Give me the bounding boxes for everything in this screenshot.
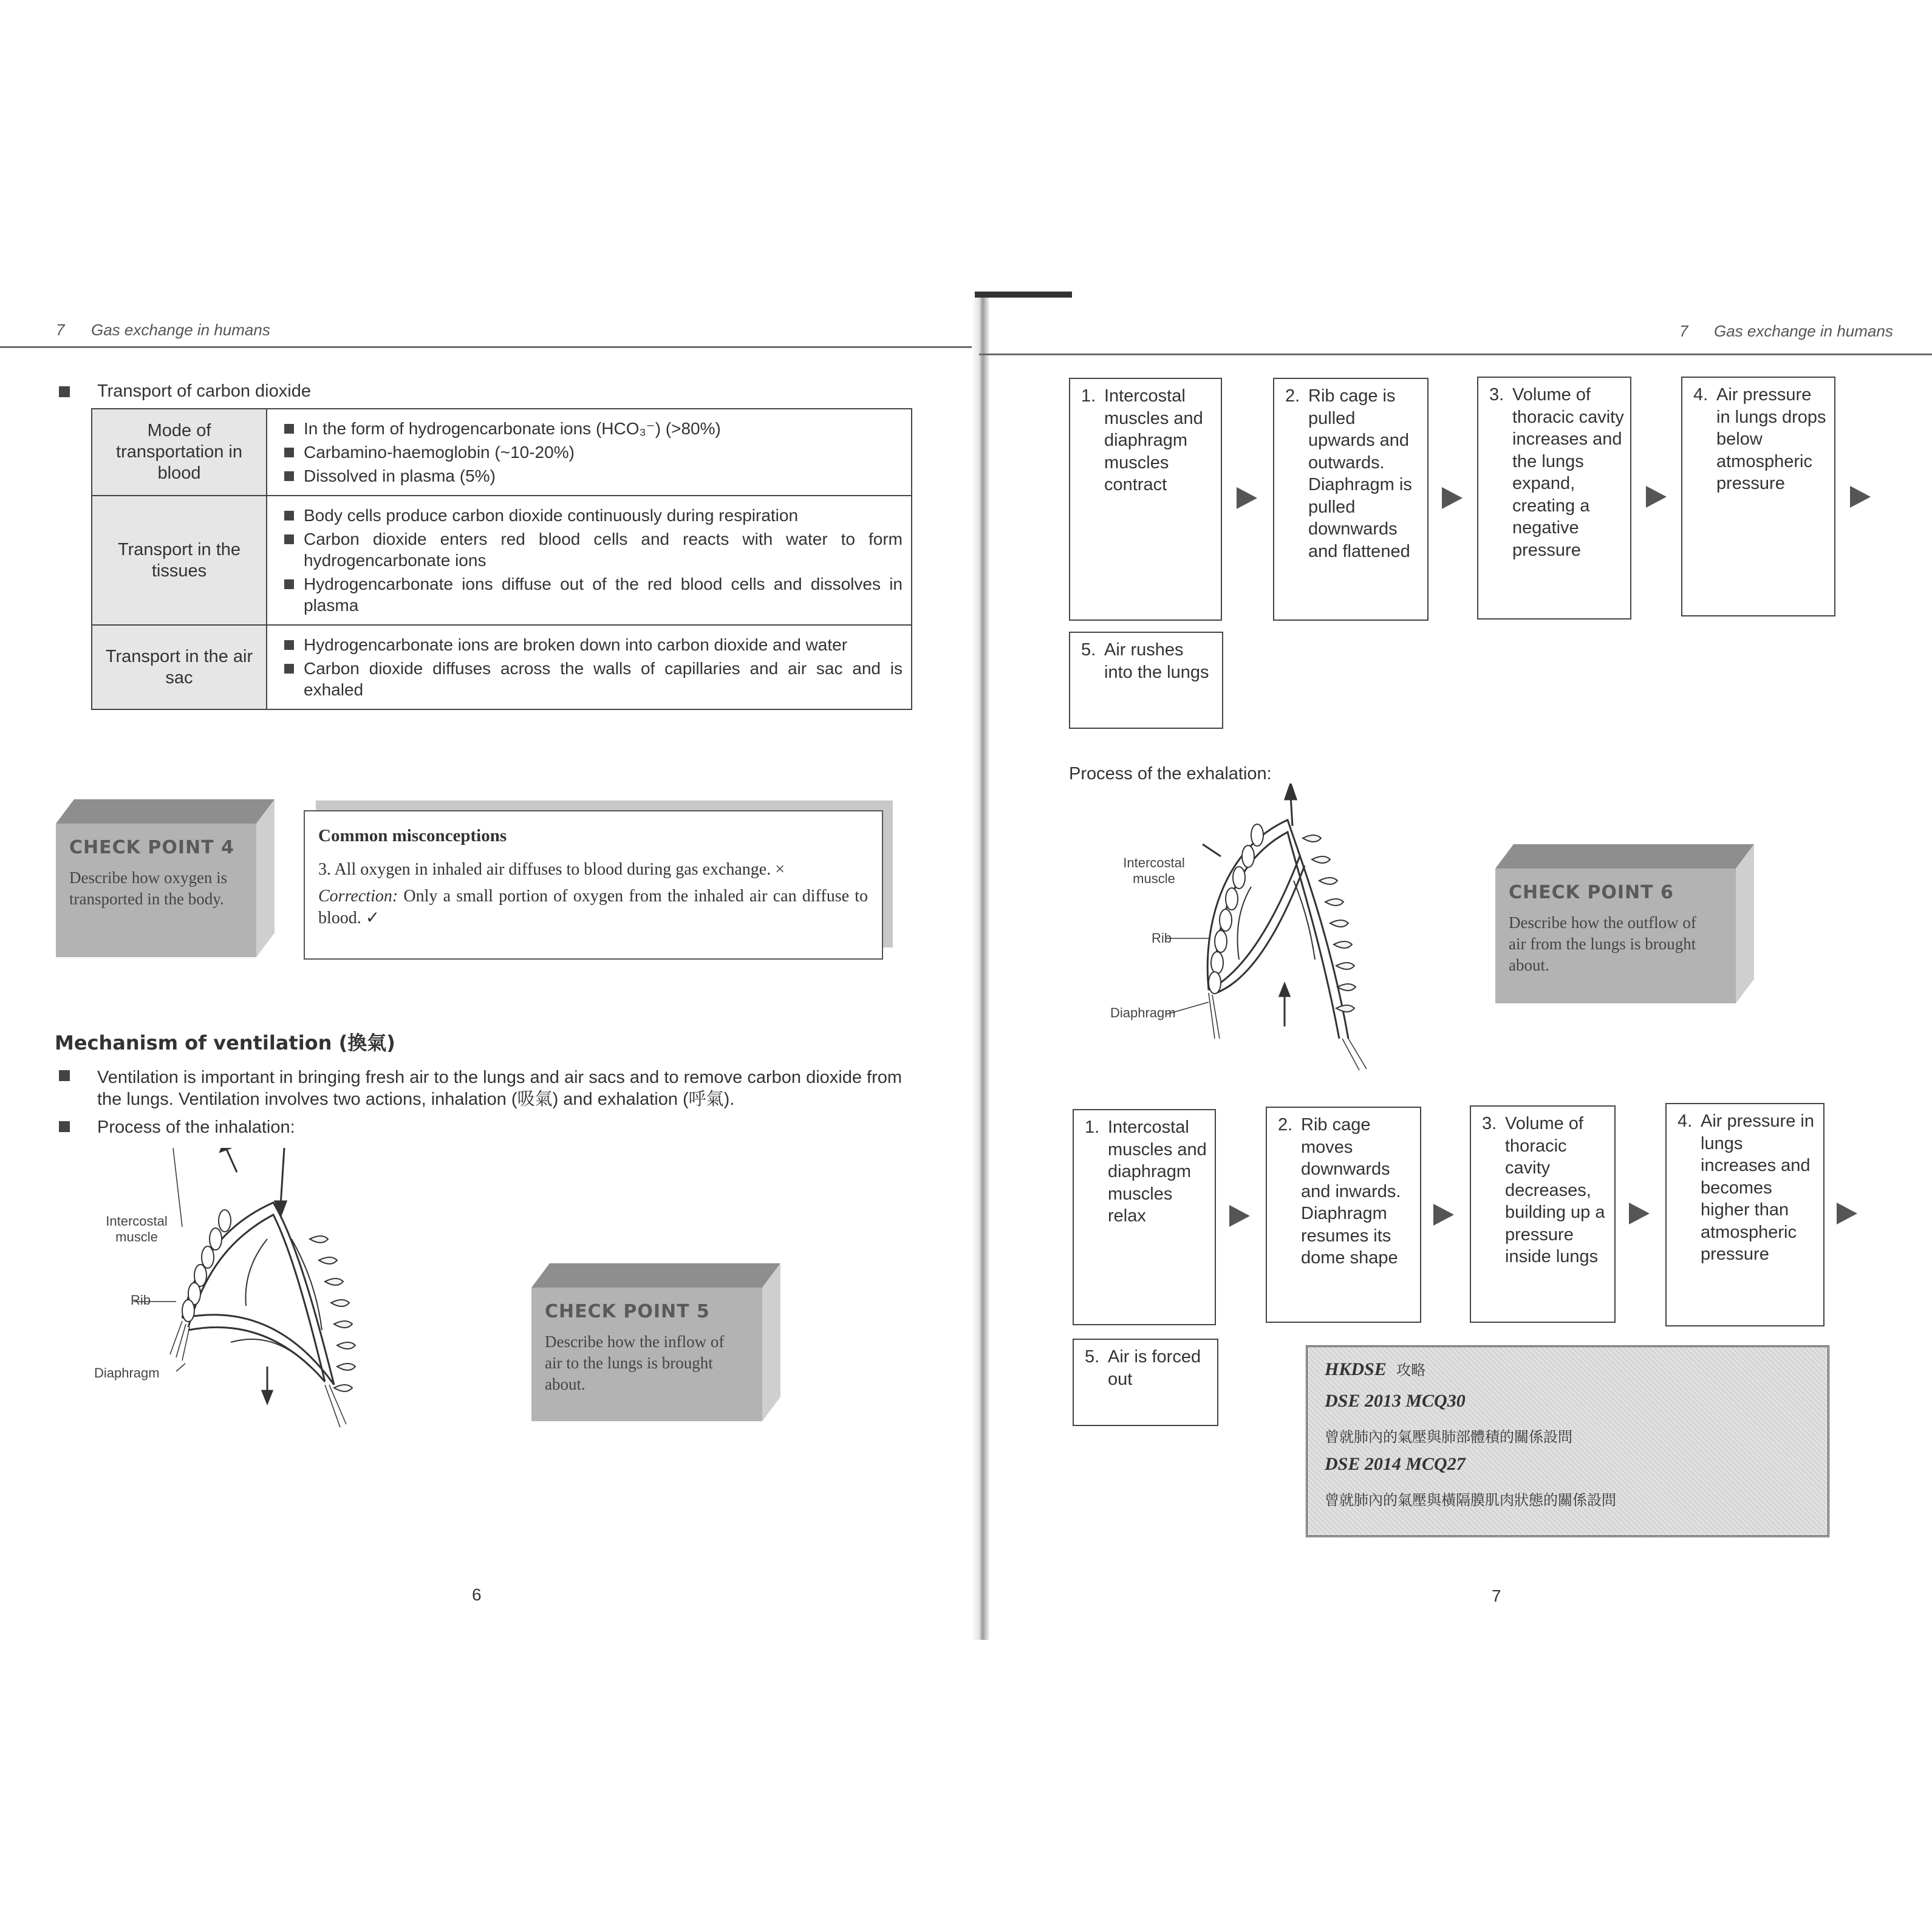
- book-spine: [972, 292, 990, 1640]
- check-point-title: CHECK POINT 5: [545, 1301, 710, 1322]
- list-item-text: Carbon dioxide enters red blood cells and reacts with water to form hydrogencarbonate ions: [304, 530, 903, 570]
- exhalation-caption: Process of the exhalation:: [1069, 764, 1272, 783]
- check-point-description: Describe how the outflow of air from the lungs is brought about.: [1509, 913, 1696, 974]
- table-row-cell: [267, 496, 912, 625]
- misconceptions-box: [304, 810, 883, 960]
- inhalation-caption: Process of the inhalation:: [97, 1118, 295, 1137]
- exhalation-step-4: [1665, 1103, 1824, 1326]
- hkdse-question-1-desc: 曾就肺內的氣壓與肺部體積的關係設問: [1325, 1429, 1572, 1446]
- label-rib: Rib: [131, 1292, 151, 1308]
- step-text: Air rushes into the lungs: [1104, 640, 1209, 682]
- step-number: 4.: [1678, 1111, 1693, 1131]
- correction-label: Correction:: [318, 887, 398, 906]
- misconceptions-line: 3. All oxygen in inhaled air diffuses to blood during gas exchange. ×: [318, 860, 785, 879]
- flow-arrow-icon: [1442, 487, 1463, 509]
- flow-arrow-icon: [1229, 1205, 1250, 1227]
- step-text: Intercostal muscles and diaphragm muscles contract: [1104, 386, 1203, 494]
- list-item-text: In the form of hydrogencarbonate ions (HCO₃⁻) (>80%): [304, 419, 721, 438]
- flow-arrow-icon: [1646, 486, 1667, 508]
- list-item: [276, 634, 903, 655]
- right-header-rule: [979, 353, 1932, 355]
- list-item-text: Dissolved in plasma (5%): [304, 466, 496, 485]
- list-item: [276, 528, 903, 571]
- step-number: 3.: [1482, 1114, 1497, 1133]
- list-item: [276, 442, 903, 463]
- left-header-chapter-title: Gas exchange in humans: [91, 321, 270, 339]
- step-text: Air pressure in lungs drops below atmospheric pressure: [1716, 385, 1826, 493]
- step-text: Rib cage is pulled upwards and outwards. Diaphragm is pulled downwards and flattened: [1308, 386, 1412, 561]
- step-number: 3.: [1489, 385, 1504, 404]
- list-item-text: Hydrogencarbonate ions diffuse out of the red blood cells and dissolves in plasma: [304, 575, 903, 615]
- list-item-text: Hydrogencarbonate ions are broken down into carbon dioxide and water: [304, 635, 848, 654]
- table-row-head: Mode of transportation in blood: [92, 409, 267, 496]
- check-point-title: CHECK POINT 4: [69, 837, 234, 858]
- list-item-text: Carbon dioxide diffuses across the walls of capillaries and air sac and is exhaled: [304, 659, 903, 699]
- list-item: [276, 505, 903, 526]
- misconceptions-correction: [318, 886, 868, 929]
- right-header-chapter-title: Gas exchange in humans: [1714, 322, 1893, 340]
- exhalation-step-2: [1266, 1107, 1421, 1323]
- list-item-text: Body cells produce carbon dioxide continuously during respiration: [304, 506, 799, 525]
- co2-transport-table: [91, 408, 912, 710]
- table-row-cell: [267, 409, 912, 496]
- table-row-head: Transport in the air sac: [92, 625, 267, 709]
- inhalation-step-3: [1477, 377, 1631, 620]
- correction-text: Only a small portion of oxygen from the inhaled air can diffuse to blood. ✓: [318, 887, 868, 927]
- step-number: 5.: [1081, 640, 1096, 660]
- hkdse-question-1: DSE 2013 MCQ30: [1325, 1391, 1466, 1411]
- list-item: [276, 573, 903, 616]
- check-point-box-side: [1736, 844, 1754, 1003]
- flow-arrow-icon: [1433, 1204, 1454, 1226]
- page-edge-shadow: [975, 292, 1072, 298]
- hkdse-title-zh: 攻略: [1396, 1362, 1426, 1379]
- check-point-title: CHECK POINT 6: [1509, 882, 1674, 903]
- step-number: 1.: [1085, 1118, 1100, 1137]
- check-point-box-top: [1495, 844, 1754, 869]
- label-intercostal-muscle: Intercostal muscle: [1123, 855, 1185, 886]
- table-row-head: Transport in the tissues: [92, 496, 267, 625]
- hkdse-question-2-desc: 曾就肺內的氣壓與橫隔膜肌肉狀態的關係設問: [1325, 1492, 1616, 1509]
- exhalation-step-1: [1073, 1109, 1216, 1325]
- left-header-rule: [0, 346, 972, 348]
- check-point-box-side: [256, 799, 275, 957]
- step-text: Volume of thoracic cavity increases and the lungs expand, creating a negative pressure: [1512, 385, 1624, 560]
- table-row-cell: [267, 625, 912, 709]
- label-rib: Rib: [1152, 930, 1172, 946]
- check-point-description: Describe how oxygen is transported in the body.: [69, 869, 228, 908]
- section-title: Mechanism of ventilation (換氣): [55, 1031, 395, 1054]
- left-header-chapter-number: 7: [56, 321, 65, 339]
- exhalation-step-3: [1470, 1105, 1616, 1323]
- step-text: Volume of thoracic cavity decreases, building up a pressure inside lungs: [1505, 1114, 1605, 1266]
- hkdse-title-row: [1325, 1358, 1425, 1380]
- step-text: Air pressure in lungs increases and becomes higher than atmospheric pressure: [1701, 1111, 1814, 1264]
- step-number: 5.: [1085, 1347, 1100, 1367]
- inhalation-step-5: [1069, 632, 1223, 729]
- bullet-icon: [59, 1070, 70, 1081]
- check-point-description: Describe how the inflow of air to the lungs is brought about.: [545, 1333, 725, 1393]
- check-point-box-top: [56, 799, 275, 824]
- flow-arrow-icon: [1850, 486, 1871, 508]
- check-point-6-box: [1495, 844, 1754, 1003]
- check-point-box-side: [762, 1263, 780, 1421]
- step-text: Rib cage moves downwards and inwards. Diaphragm resumes its dome shape: [1301, 1115, 1401, 1268]
- label-intercostal-muscle: Intercostal muscle: [106, 1213, 168, 1244]
- table-row: [92, 409, 912, 496]
- step-text: Intercostal muscles and diaphragm muscles relax: [1108, 1118, 1207, 1226]
- hkdse-question-2: DSE 2014 MCQ27: [1325, 1454, 1466, 1474]
- flow-arrow-icon: [1837, 1203, 1857, 1224]
- inhalation-step-1: [1069, 378, 1222, 621]
- ventilation-text: Ventilation is important in bringing fresh air to the lungs and air sacs and to remove carbon dioxide from the lungs. Ventilation involves two actions, inhalation (吸氣) and exhalation (呼氣).: [97, 1068, 903, 1109]
- step-number: 4.: [1693, 385, 1708, 404]
- bullet-icon: [59, 386, 70, 397]
- list-item: [276, 418, 903, 439]
- hkdse-title: HKDSE: [1325, 1359, 1387, 1379]
- check-point-5-box: [531, 1263, 780, 1421]
- exhalation-diagram: [1166, 783, 1421, 1087]
- bullet-icon: [59, 1121, 70, 1132]
- step-number: 2.: [1278, 1115, 1293, 1135]
- list-item: [276, 465, 903, 486]
- step-number: 1.: [1081, 386, 1096, 406]
- right-header-chapter-number: 7: [1679, 322, 1688, 340]
- check-point-box-top: [531, 1263, 780, 1288]
- step-number: 2.: [1285, 386, 1300, 406]
- flow-arrow-icon: [1237, 487, 1257, 509]
- transport-heading: Transport of carbon dioxide: [97, 381, 311, 401]
- inhalation-step-4: [1681, 377, 1835, 616]
- step-text: Air is forced out: [1108, 1347, 1201, 1389]
- page-number-left: 6: [472, 1585, 482, 1604]
- exhalation-step-5: [1073, 1339, 1218, 1426]
- table-row: [92, 625, 912, 709]
- table-row: [92, 496, 912, 625]
- check-point-4-box: [56, 799, 275, 957]
- page-number-right: 7: [1492, 1586, 1501, 1605]
- inhalation-step-2: [1273, 378, 1429, 621]
- misconceptions-title: Common misconceptions: [318, 826, 507, 845]
- list-item-text: Carbamino-haemoglobin (~10-20%): [304, 443, 575, 462]
- hkdse-tips-box: [1306, 1345, 1829, 1537]
- label-diaphragm: Diaphragm: [1110, 1005, 1176, 1020]
- label-diaphragm: Diaphragm: [94, 1365, 160, 1381]
- list-item: [276, 658, 903, 700]
- flow-arrow-icon: [1629, 1203, 1650, 1224]
